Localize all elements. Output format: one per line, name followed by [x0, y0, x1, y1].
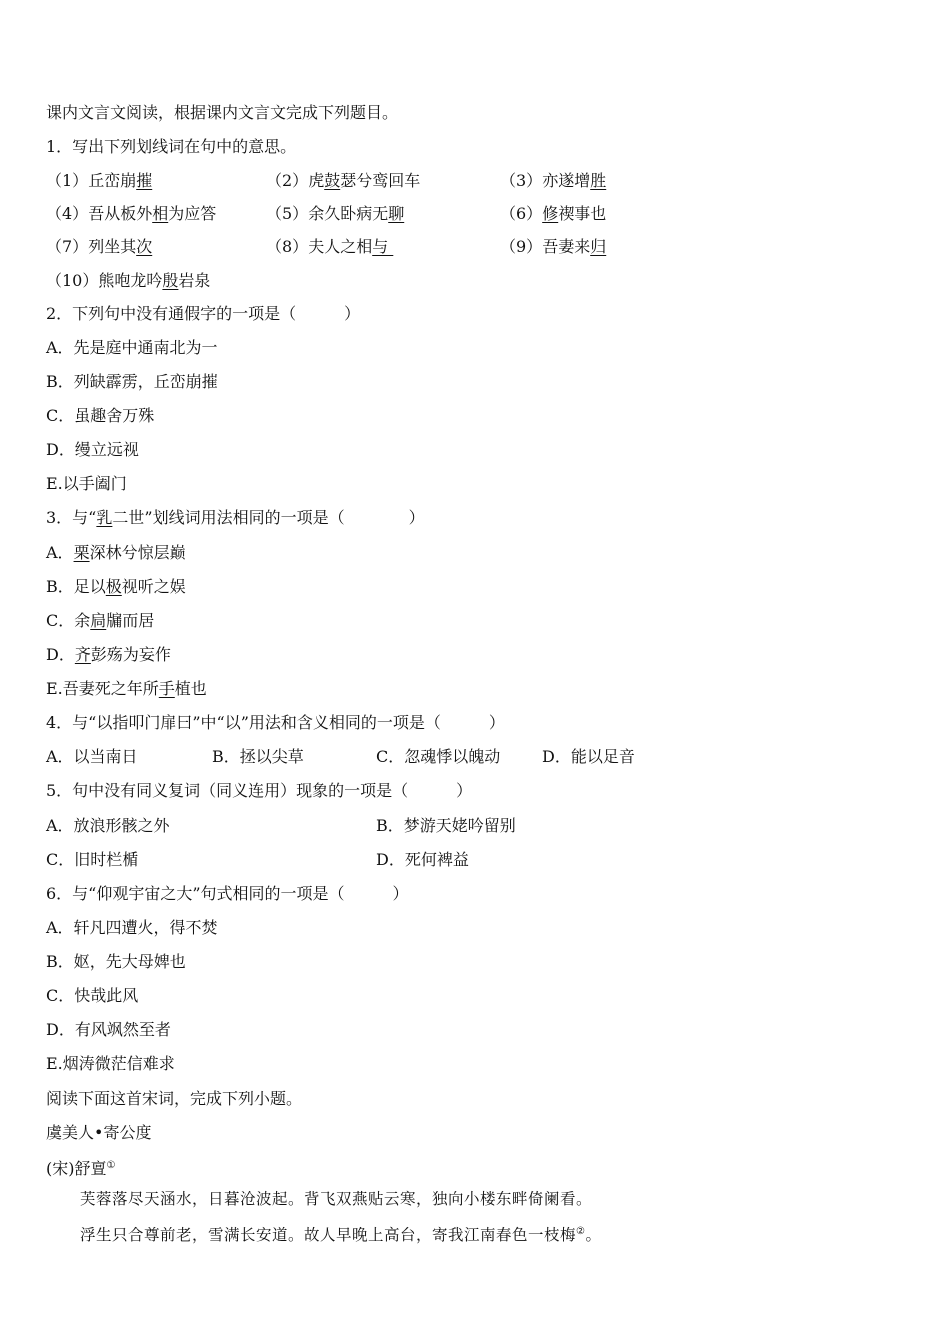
q2-option-a: A．先是庭中通南北为一	[46, 338, 218, 357]
footnote-marker-1: ①	[106, 1160, 116, 1171]
footnote-marker-2: ②	[576, 1226, 586, 1237]
question-3-stem: 3．与“乳二世”划线词用法相同的一项是（ ）	[46, 508, 425, 527]
poem-title: 虞美人•寄公度	[46, 1123, 152, 1142]
q5-option-c: C．旧时栏楯	[46, 850, 139, 869]
question-4-stem: 4．与“以指叩门扉曰”中“以”用法和含义相同的一项是（ ）	[46, 713, 505, 732]
q6-option-e: E.烟涛微茫信难求	[46, 1054, 175, 1073]
q2-option-e: E.以手阖门	[46, 474, 127, 493]
q3-option-d: D．齐彭殇为妄作	[46, 645, 171, 664]
q1-item-6: （6）修禊事也	[500, 204, 607, 223]
q2-option-b: B．列缺霹雳，丘峦崩摧	[46, 372, 218, 391]
q5-option-d: D．死何裨益	[376, 850, 469, 869]
reading-instruction: 阅读下面这首宋词，完成下列小题。	[46, 1089, 303, 1108]
q6-option-b: B．妪，先大母婢也	[46, 952, 186, 971]
q4-option-d: D．能以足音	[542, 747, 635, 766]
poem-author: (宋)舒亶①	[46, 1159, 116, 1178]
q6-option-a: A．轩凡四遭火，得不焚	[46, 918, 218, 937]
q1-item-2: （2）虎鼓瑟兮鸾回车	[266, 171, 421, 190]
q3-option-b: B．足以极视听之娱	[46, 577, 186, 596]
q2-option-c: C．虽趣舍万殊	[46, 406, 155, 425]
poem-line-2: 浮生只合尊前老，雪满长安道。故人早晚上高台，寄我江南春色一枝梅②。	[80, 1226, 602, 1244]
q3-option-e: E.吾妻死之年所手植也	[46, 679, 207, 698]
q6-option-c: C．快哉此风	[46, 986, 139, 1005]
question-6-stem: 6．与“仰观宇宙之大”句式相同的一项是（ ）	[46, 884, 409, 903]
question-5-stem: 5．句中没有同义复词（同义连用）现象的一项是（ ）	[46, 781, 473, 800]
q1-item-8: （8）夫人之相与	[266, 237, 394, 256]
q1-item-5: （5）余久卧病无聊	[266, 204, 405, 223]
q6-option-d: D．有风飒然至者	[46, 1020, 171, 1039]
q1-item-7: （7）列坐其次	[46, 237, 153, 256]
q4-option-a: A．以当南日	[46, 747, 138, 766]
intro-text: 课内文言文阅读，根据课内文言文完成下列题目。	[46, 103, 399, 122]
q1-item-10: （10）熊咆龙吟殷岩泉	[46, 271, 211, 290]
q1-item-1: （1）丘峦崩摧	[46, 171, 153, 190]
q5-option-b: B．梦游天姥吟留别	[376, 816, 516, 835]
q2-option-d: D．缦立远视	[46, 440, 139, 459]
q1-item-3: （3）亦遂增胜	[500, 171, 607, 190]
question-2-stem: 2．下列句中没有通假字的一项是（ ）	[46, 304, 361, 323]
q1-item-4: （4）吾从板外相为应答	[46, 204, 217, 223]
q4-option-b: B．拯以尖草	[212, 747, 304, 766]
q4-option-c: C．忽魂悸以魄动	[376, 747, 501, 766]
q1-item-9: （9）吾妻来归	[500, 237, 607, 256]
q3-option-c: C．余扃牖而居	[46, 611, 155, 630]
question-1-stem: 1．写出下列划线词在句中的意思。	[46, 137, 297, 156]
q5-option-a: A．放浪形骸之外	[46, 816, 170, 835]
q3-option-a: A．栗深林兮惊层巅	[46, 543, 186, 562]
poem-line-1: 芙蓉落尽天涵水，日暮沧波起。背飞双燕贴云寒，独向小楼东畔倚阑看。	[80, 1190, 593, 1208]
